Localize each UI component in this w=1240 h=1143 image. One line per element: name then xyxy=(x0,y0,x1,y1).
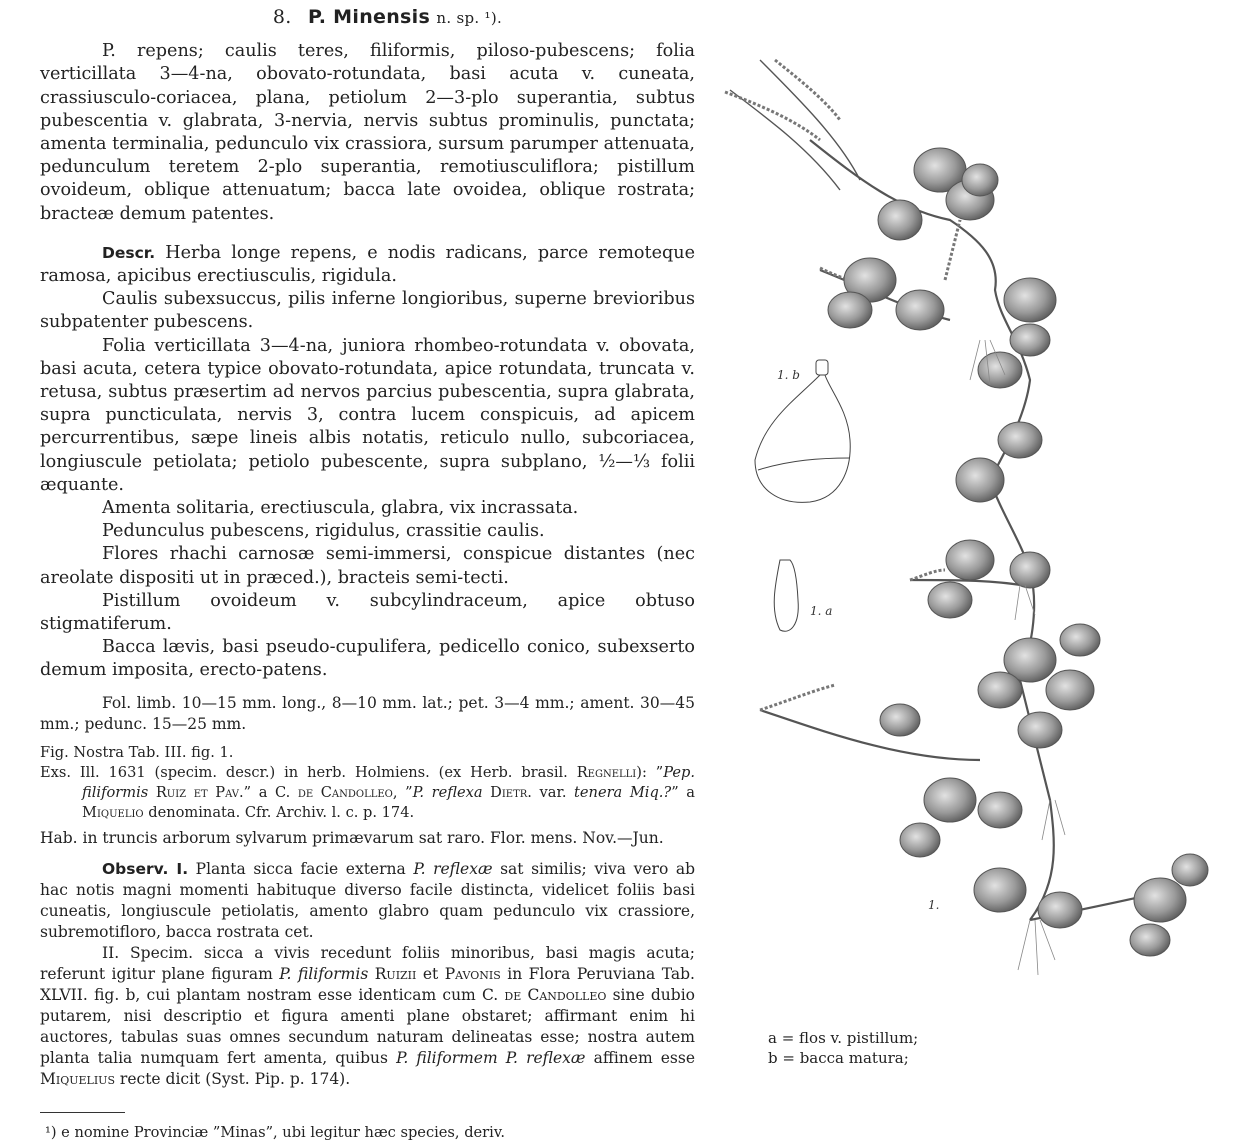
measurements: Fol. limb. 10—15 mm. long., 8—10 mm. lat.; pet. 3—4 mm.; ament. 30—45 mm.; pedunc. 15—25 mm. xyxy=(40,693,695,733)
legend-b: b = bacca matura; xyxy=(768,1049,909,1067)
legend-a: a = flos v. pistillum; xyxy=(768,1029,919,1047)
descr-flores: Flores rhachi carnosæ semi-immersi, conspicue distantes (nec areolate dispositi ut in præced.), bracteis semi-tecti. xyxy=(40,544,695,588)
diagnosis: P. repens; caulis teres, filiformis, piloso-pubescens; folia verticillata 3—4-na, obovato-rotundata, basi acuta v. cuneata, crassiusculo-coriacea, plana, petiolum 2—3-plo superantia, subtus pubescentia v. glabrata, 3-nervia, nervis subtus prominulis, punctata; amenta terminalia, pedunculo vix crassiora, sursum parumper attenuata, pedunculum teretem 2-plo superantia, remotiusculiflora; pistillum ovoideum, oblique attenuatum; bacca late ovoidea, oblique rostrata; bracteæ demum patentes. xyxy=(40,41,695,224)
figure-label-1b: 1. b xyxy=(777,368,800,382)
descr-label: Descr. xyxy=(102,243,156,262)
descr-caulis: Caulis subexsuccus, pilis inferne longioribus, superne brevioribus subpatenter pubescens. xyxy=(40,289,695,333)
species-name: P. Minensis xyxy=(308,6,431,28)
text-column xyxy=(40,6,695,1143)
descr-pedunculus: Pedunculus pubescens, rigidulus, crassitie caulis. xyxy=(102,521,545,542)
plant-illustration xyxy=(700,40,1240,1020)
observation-1: Observ. I. Planta sicca facie externa P. reflexæ sat similis; viva vero ab hac notis magni momenti habituque diverso facile distincta, videlicet foliis basi cuneatis, longiuscule petiolatis, amento glabro quam pedunculo vix crassiore, subremotifloro, bacca rostrata cet. xyxy=(40,859,696,941)
descr-bacca: Bacca lævis, basi pseudo-cupulifera, pedicello conico, subexserto demum imposita, erecto-patens. xyxy=(40,637,695,681)
descr-amenta: Amenta solitaria, erectiuscula, glabra, vix incrassata. xyxy=(102,498,579,519)
figure-label-1a: 1. a xyxy=(810,604,833,618)
species-heading xyxy=(40,6,695,30)
figure-legend xyxy=(768,1028,918,1068)
figure-label-main: 1. xyxy=(928,898,940,912)
leaves xyxy=(828,148,1208,956)
observation-2: II. Specim. sicca a vivis recedunt foliis minoribus, basi magis acuta; referunt igitur plane figuram P. filiformis Ruizii et Pavonis in Flora Peruviana Tab. XLVII. fig. b, cui plantam nostram esse identicam cum C. de Candolleo sine dubio putarem, nisi descriptio et figura amenti plane obstaret; affirmant enim hi auctores, tabulas suas omnes secundum naturam delineatas esse; nostra autem planta talia numquam fert amenta, quibus P. filiformem P. reflexæ affinem esse Miquelius recte dicit (Syst. Pip. p. 174). xyxy=(40,943,696,1088)
footnote: ¹) e nomine Provinciæ ”Minas”, ubi legitur hæc species, deriv. xyxy=(45,1123,505,1141)
descr-folia: Folia verticillata 3—4-na, juniora rhombeo-rotundata v. obovata, basi acuta, cetera typice obovato-rotundata, apice rotundata, truncata v. retusa, subtus præsertim ad nervos parcius pubescentia, supra glabrata, supra puncticulata, nervis 3, contra lucem conspicuis, ad apicem percurrentibus, sæpe lineis albis notatis, reticulo nullo, subcoriacea, longiuscule petiolata; petiolo pubescente, supra subplano, ½—⅓ folii æquante. xyxy=(40,335,695,495)
fig-reference: Fig. Nostra Tab. III. fig. 1. xyxy=(40,743,234,761)
descr-pistillum: Pistillum ovoideum v. subcylindraceum, apice obtuso stigmatiferum. xyxy=(40,590,695,635)
footnote-rule xyxy=(40,1112,125,1113)
descr-text: Herba longe repens, e nodis radicans, parce remoteque ramosa, apicibus erectiusculis, rigidula. xyxy=(40,242,696,287)
habitat: Hab. in truncis arborum sylvarum primævarum sat raro. Flor. mens. Nov.—Jun. xyxy=(40,828,664,847)
species-suffix: n. sp. ¹). xyxy=(436,9,503,27)
detail-sketches xyxy=(755,360,850,631)
species-number: 8. xyxy=(272,6,292,28)
descr-paragraph xyxy=(40,242,695,288)
exsiccata: Exs. Ill. 1631 (specim. descr.) in herb. Holmiens. (ex Herb. brasil. Regnelli): ”Pep. filiformis Ruiz et Pav.” a C. de Candolleo, ”P. reflexa Dietr. var. tenera Miq.?” a Miquelio denominata. Cfr. Archiv. l. c. p. 174. xyxy=(40,763,696,822)
